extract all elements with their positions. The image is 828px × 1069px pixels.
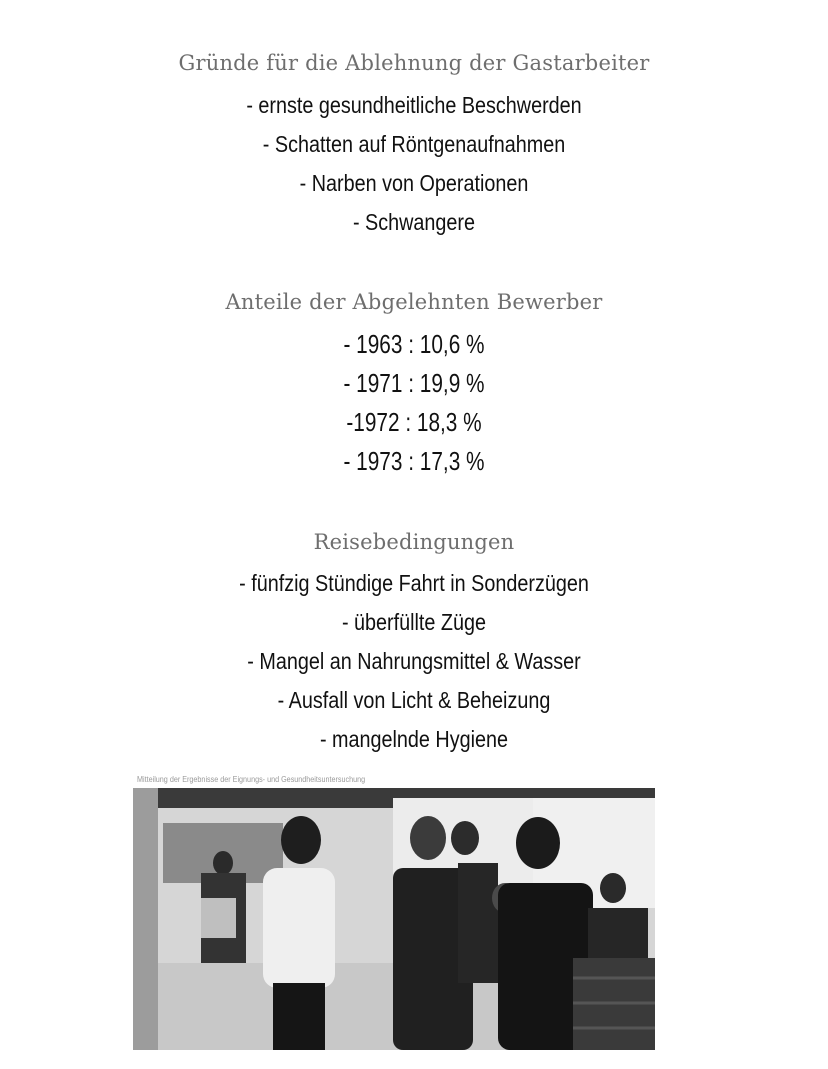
list-item: - fünfzig Stündige Fahrt in Sonderzügen: [239, 570, 589, 596]
list-item: - Narben von Operationen: [299, 170, 529, 196]
section-title-rejection-reasons: Gründe für die Ablehnung der Gastarbeiter: [178, 51, 650, 75]
list-item: - Ausfall von Licht & Beheizung: [277, 687, 551, 713]
list-item: - ernste gesundheitliche Beschwerden: [246, 92, 582, 118]
photo-caption: Mitteilung der Ergebnisse der Eignungs- und Gesundheitsuntersuchung: [137, 775, 366, 784]
list-item: - Mangel an Nahrungsmittel & Wasser: [247, 648, 581, 674]
rejection-reasons-list: [0, 86, 828, 242]
photo-illustration: [133, 788, 655, 1050]
list-item: - mangelnde Hygiene: [319, 726, 509, 752]
travel-conditions-list: [0, 564, 828, 759]
historical-photo: [133, 788, 655, 1050]
section-title-travel-conditions: Reisebedingungen: [313, 530, 515, 554]
list-item: - 1973 : 17,3 %: [343, 446, 485, 476]
list-item: - 1963 : 10,6 %: [343, 329, 485, 359]
list-item: -1972 : 18,3 %: [346, 407, 482, 437]
list-item: - überfüllte Züge: [341, 609, 487, 635]
list-item: - Schwangere: [352, 209, 476, 235]
section-title-rejection-rates: Anteile der Abgelehnten Bewerber: [225, 290, 603, 314]
list-item: - 1971 : 19,9 %: [343, 368, 485, 398]
list-item: - Schatten auf Röntgenaufnahmen: [262, 131, 566, 157]
rejection-rates-list: [0, 325, 828, 481]
